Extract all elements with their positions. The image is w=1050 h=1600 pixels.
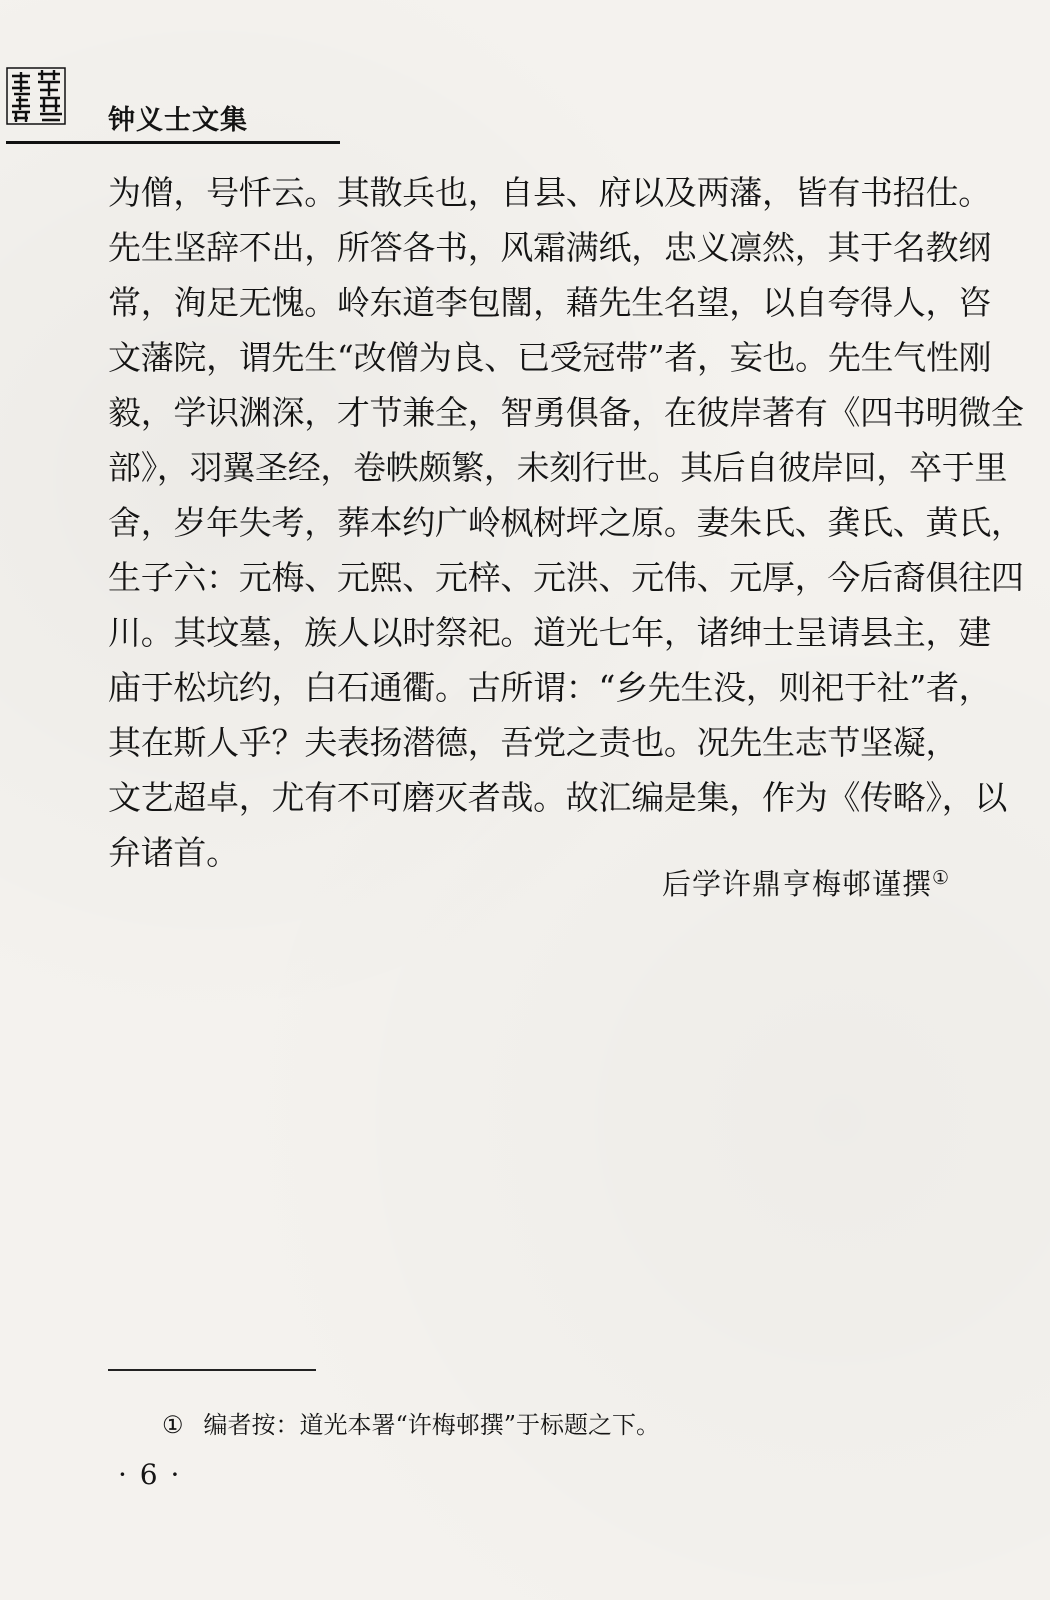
header-rule — [6, 141, 340, 144]
text-line: 毅，学识渊深，才节兼全，智勇俱备，在彼岸著有《四书明微全 — [108, 393, 1024, 432]
text-line: 其在斯人乎？夫表扬潜德，吾党之责也。况先生志节坚凝， — [108, 723, 959, 762]
text-line: 先生坚辞不出，所答各书，风霜满纸，忠义凛然，其于名教纲 — [108, 228, 991, 267]
text-line: 舍，岁年失考，葬本约广岭枫树坪之原。妻朱氏、龚氏、黄氏， — [108, 503, 1024, 542]
text-line: 生子六：元梅、元熙、元梓、元洪、元伟、元厚，今后裔俱往四 — [108, 558, 1024, 597]
signature-text: 后学许鼎亨梅邨谨撰 — [661, 867, 932, 901]
footnote-marker: ① — [162, 1411, 184, 1439]
text-line: 弁诸首。 — [108, 833, 239, 872]
seal-stamp-icon — [6, 62, 68, 128]
text-line: 为僧，号忏云。其散兵也，自县、府以及两藩，皆有书招仕。 — [108, 173, 991, 212]
text-line: 川。其坟墓，族人以时祭祀。道光七年，诸绅士呈请县主，建 — [108, 613, 991, 652]
body-text — [108, 165, 1024, 880]
text-line: 文藩院，谓先生“改僧为良、已受冠带”者，妄也。先生气性刚 — [108, 338, 992, 377]
footnote-rule — [108, 1369, 316, 1371]
running-header-title: 钟义士文集 — [108, 105, 248, 136]
text-line: 庙于松坑约，白石通衢。古所谓：“乡先生没，则祀于社”者， — [108, 668, 992, 707]
author-signature — [662, 862, 950, 903]
text-line: 部》，羽翼圣经，卷帙颇繁，未刻行世。其后自彼岸回，卒于里 — [108, 448, 1008, 487]
text-line: 常，洵足无愧。岭东道李包闇，藉先生名望，以自夸得人，咨 — [108, 283, 991, 322]
footnote-text: 编者按：道光本署“许梅邨撰”于标题之下。 — [203, 1411, 661, 1439]
footnote — [162, 1405, 660, 1440]
footnote-reference[interactable]: ① — [931, 867, 950, 889]
page-number: · 6 · — [118, 1458, 182, 1491]
text-line: 文艺超卓，尤有不可磨灭者哉。故汇编是集，作为《传略》，以 — [108, 778, 1008, 817]
